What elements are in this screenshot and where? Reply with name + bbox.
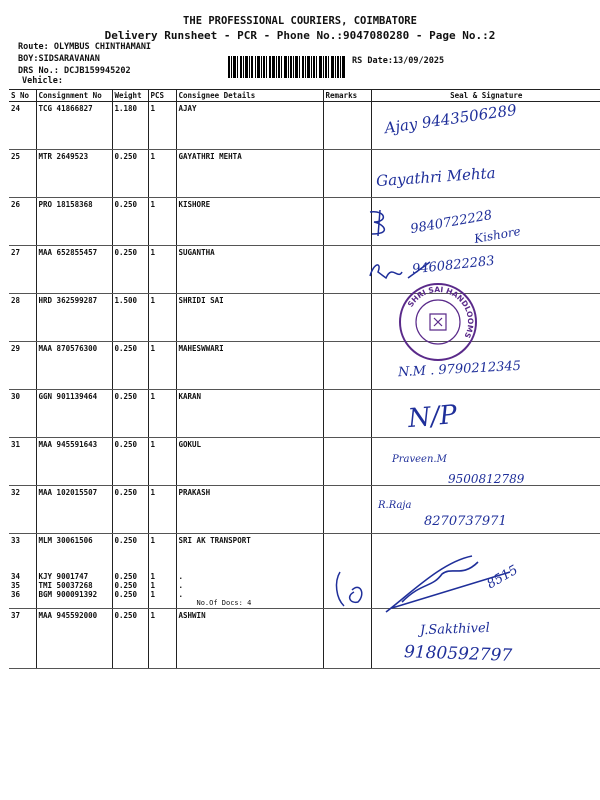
signature-row-31: Praveen.M <box>392 454 447 465</box>
signature-row-29: N.M . 9790212345 <box>397 358 522 381</box>
cell-sno: 27 <box>9 246 36 294</box>
cell-consignee: KISHORE <box>176 198 323 246</box>
cell-weight: 1.500 <box>112 294 148 342</box>
cell-remarks <box>323 294 371 342</box>
group-consignee: . <box>178 571 184 581</box>
group-cn: BGM 900091392 <box>38 589 98 599</box>
cell-consignment: GGN 901139464 <box>36 390 112 438</box>
cell-consignment: TCG 41866827 <box>36 102 112 150</box>
cell-consignee-group <box>176 570 323 609</box>
col-sno: S No <box>9 90 36 102</box>
cell-weight: 0.250 <box>112 150 148 198</box>
cell-consignment: MAA 102015507 <box>36 486 112 534</box>
group-weight: 0.250 <box>114 589 138 599</box>
cell-sno: 26 <box>9 198 36 246</box>
cell-pcs: 1 <box>148 342 176 390</box>
cell-consignee: GAYATHRI MEHTA <box>176 150 323 198</box>
signature-row-32: R.Raja <box>378 500 412 511</box>
cell-weight: 0.250 <box>112 390 148 438</box>
cell-sno: 24 <box>9 102 36 150</box>
company-title: THE PROFESSIONAL COURIERS, COIMBATORE <box>183 15 417 27</box>
cell-remarks <box>323 246 371 294</box>
col-consignee: Consignee Details <box>176 90 323 102</box>
cell-consignee: AJAY <box>176 102 323 150</box>
phone-row-31: 9500812789 <box>448 472 525 486</box>
table-row <box>9 390 600 438</box>
table-row <box>9 294 600 342</box>
cell-remarks <box>323 486 371 534</box>
cell-consignee: SUGANTHA <box>176 246 323 294</box>
table-row <box>9 486 600 534</box>
docs-count: No.Of Docs: 4 <box>196 598 252 607</box>
cell-weight: 0.250 <box>112 534 148 570</box>
cell-remarks <box>323 102 371 150</box>
group-pcs: 1 <box>150 571 156 581</box>
route-label: Route: OLYMBUS CHINTHAMANI <box>18 42 152 52</box>
cell-weight-group <box>112 570 148 609</box>
scribble-initials-26 <box>366 208 396 238</box>
cell-consignee: PRAKASH <box>176 486 323 534</box>
vehicle-label: Vehicle: <box>22 76 63 86</box>
cell-consignee: ASHWIN <box>176 608 323 668</box>
cell-remarks <box>323 198 371 246</box>
cell-consignment: MAA 652855457 <box>36 246 112 294</box>
cell-sno: 29 <box>9 342 36 390</box>
cell-consignee: KARAN <box>176 390 323 438</box>
rs-date: RS Date:13/09/2025 <box>352 56 445 66</box>
table-row <box>9 246 600 294</box>
cell-consignment: MAA 870576300 <box>36 342 112 390</box>
cell-sno-group <box>9 570 36 609</box>
group-sno: 36 <box>11 589 21 599</box>
drs-number: DRS No.: DCJB159945202 <box>18 66 131 76</box>
cell-pcs: 1 <box>148 246 176 294</box>
cell-seal <box>371 390 600 438</box>
cell-consignee: SHRIDI SAI <box>176 294 323 342</box>
cell-remarks <box>323 390 371 438</box>
cell-consignee: MAHESWWARI <box>176 342 323 390</box>
col-pcs: PCS <box>148 90 176 102</box>
phone-row-32: 8270737971 <box>424 514 507 529</box>
group-cn: TMI 50037268 <box>38 580 93 590</box>
signature-row-37: J.Sakthivel <box>419 620 491 639</box>
cell-sno: 33 <box>11 536 21 545</box>
signature-row-26: Kishore <box>473 224 522 246</box>
group-consignee: . <box>178 589 184 599</box>
group-weight: 0.250 <box>114 580 138 590</box>
phone-row-37: 9180592797 <box>403 642 513 666</box>
group-pcs: 1 <box>150 589 156 599</box>
cell-weight: 0.250 <box>112 198 148 246</box>
cell-remarks <box>323 150 371 198</box>
barcode <box>228 56 346 78</box>
cell-weight: 0.250 <box>112 342 148 390</box>
phone-row-27: 9460822283 <box>411 253 496 278</box>
signature-row-25: Gayathri Mehta <box>375 163 497 191</box>
cell-pcs: 1 <box>148 608 176 668</box>
group-sno: 35 <box>11 580 21 590</box>
cell-weight: 0.250 <box>112 246 148 294</box>
arrow-mark-33 <box>332 570 372 610</box>
cell-pcs: 1 <box>148 438 176 486</box>
col-weight: Weight <box>112 90 148 102</box>
cell-consignment: MLM 30061506 <box>36 534 112 570</box>
cell-sno: 37 <box>9 608 36 668</box>
group-consignee: . <box>178 580 184 590</box>
table-row <box>9 150 600 198</box>
cell-sno: 32 <box>9 486 36 534</box>
phone-row-26: 9840722228 <box>409 207 494 238</box>
cell-consignment: HRD 362599287 <box>36 294 112 342</box>
col-seal: Seal & Signature <box>371 90 600 102</box>
cell-consignment: MAA 945591643 <box>36 438 112 486</box>
signature-row-33: 8515 <box>484 562 521 593</box>
cell-weight: 1.180 <box>112 102 148 150</box>
cell-pcs: 1 <box>148 534 176 570</box>
cell-remarks <box>323 342 371 390</box>
scribble-signature-27 <box>368 260 438 282</box>
cell-weight: 0.250 <box>112 608 148 668</box>
cell-consignee: SRI AK TRANSPORT <box>176 534 323 570</box>
cell-sno: 28 <box>9 294 36 342</box>
cell-remarks <box>323 534 371 570</box>
col-consignment: Consignment No <box>36 90 112 102</box>
cell-weight: 0.250 <box>112 486 148 534</box>
group-weight: 0.250 <box>114 571 138 581</box>
cell-pcs-group <box>148 570 176 609</box>
scribble-signature-33 <box>382 552 532 616</box>
staff-label: BOY:SIDSARAVANAN <box>18 54 100 64</box>
signature-row-24: Ajay 9443506289 <box>383 100 518 138</box>
cell-consignment: PRO 18158368 <box>36 198 112 246</box>
signature-row-30: N/P <box>406 399 459 435</box>
cell-consignee: GOKUL <box>176 438 323 486</box>
cell-pcs: 1 <box>148 486 176 534</box>
cell-remarks <box>323 608 371 668</box>
cell-remarks <box>323 438 371 486</box>
group-pcs: 1 <box>150 580 156 590</box>
stamp-text: SHRI SAI HANDLOOMS <box>405 284 476 340</box>
cell-pcs: 1 <box>148 198 176 246</box>
table-header-row <box>9 90 600 102</box>
svg-text:SHRI SAI HANDLOOMS <box>406 285 475 340</box>
group-cn: KJY 9001747 <box>38 571 89 581</box>
cell-pcs: 1 <box>148 390 176 438</box>
runsheet-title: Delivery Runsheet - PCR - Phone No.:9047080280 - Page No.:2 <box>104 29 496 42</box>
col-remarks: Remarks <box>323 90 371 102</box>
cell-pcs: 1 <box>148 150 176 198</box>
cell-weight: 0.250 <box>112 438 148 486</box>
cell-sno: 31 <box>9 438 36 486</box>
cell-sno: 25 <box>9 150 36 198</box>
cell-consignment-group <box>36 570 112 609</box>
company-stamp <box>398 282 478 362</box>
cell-sno: 30 <box>9 390 36 438</box>
cell-pcs: 1 <box>148 294 176 342</box>
cell-pcs: 1 <box>148 102 176 150</box>
cell-consignment: MTR 2649523 <box>36 150 112 198</box>
cell-consignment: MAA 945592000 <box>36 608 112 668</box>
group-sno: 34 <box>11 571 21 581</box>
